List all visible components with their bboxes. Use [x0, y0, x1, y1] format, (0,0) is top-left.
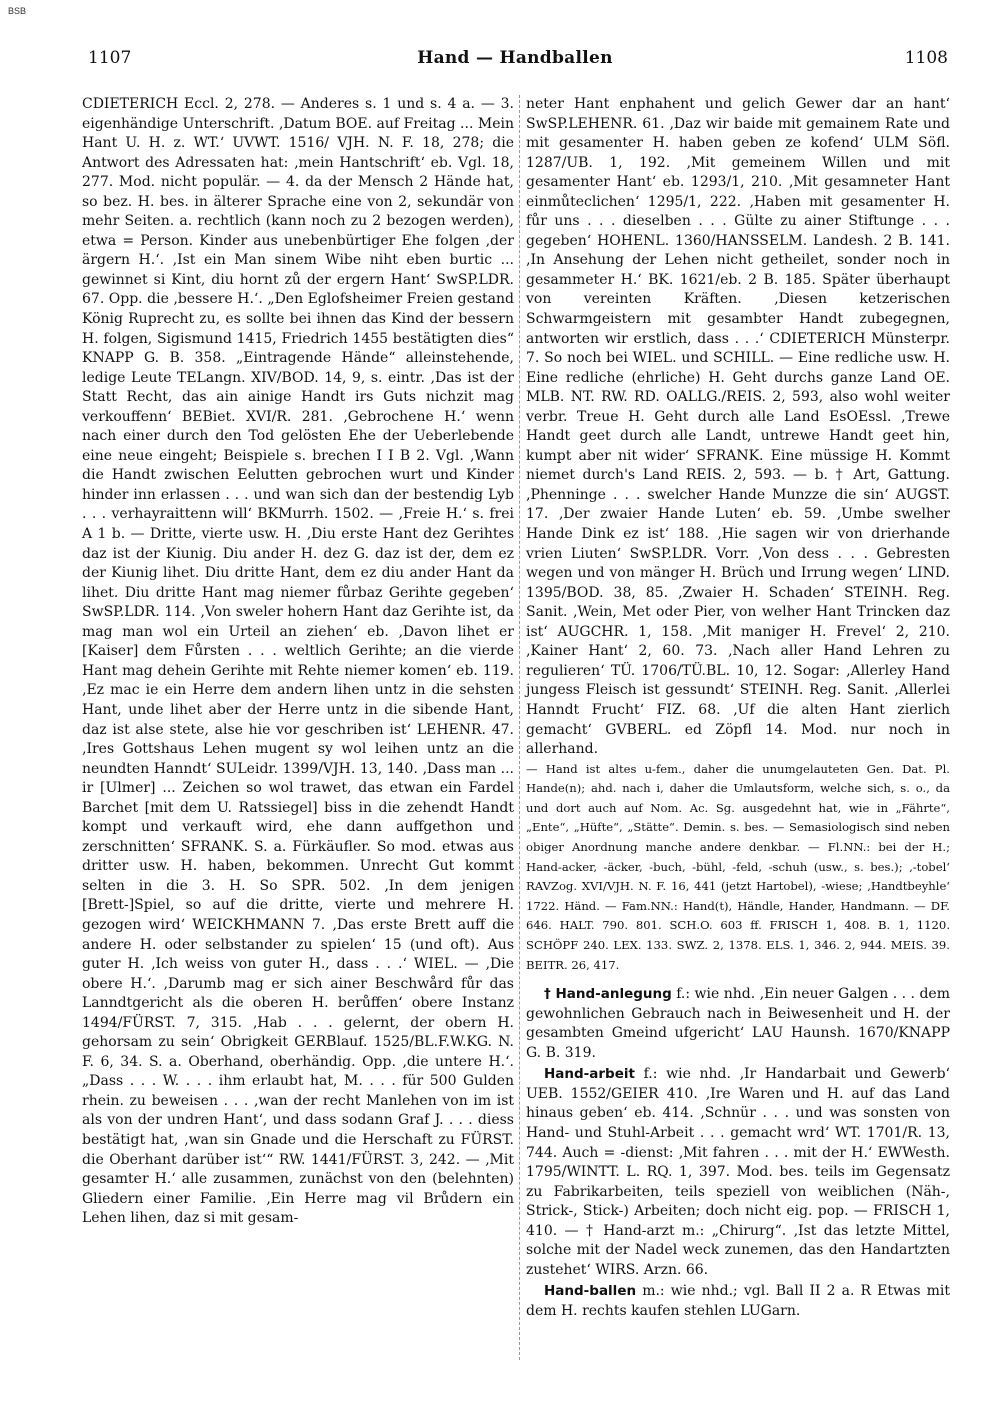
headword: Hand-arbeit: [544, 1066, 635, 1083]
headword: † Hand-anlegung: [544, 986, 672, 1003]
left-column: [82, 95, 514, 1229]
page-title: Hand — Handballen: [417, 48, 613, 68]
right-column: [526, 95, 950, 1321]
entry-hand-ballen: [526, 1282, 950, 1321]
headword: Hand-ballen: [544, 1283, 637, 1300]
left-column-text: CDIETERICH Eccl. 2, 278. — Anderes s. 1 und s. 4 a. — 3. eigenhändige Unterschrift. ‚Datum BOE. auf Freitag ... Mein Hant U. H. z. WT.‘ UVWT. 1516/ VJH. N. F. 18, 278; die Antwort des Adressaten hat: ‚mein Hantschrift‘ eb. Vgl. 18, 277. Mod. nicht populär. — 4. da der Mensch 2 Hände hat, so bez. H. bes. in älterer Sprache eine von 2, sekundär von mehr Seiten. a. rechtlich (kann noch zu 2 bezogen werden), etwa = Person. Kinder aus unebenbürtiger Ehe folgen ‚der ärgern H.‘. ‚Ist ein Man sinem Wibe niht eben burtic ... gewinnet si Kint, diu hornt zů der ergern Hant‘ SwSP.LDR. 67. Opp. die ‚bessere H.‘. „Den Eglofsheimer Freien gestand König Ruprecht zu, es sollte bei ihnen das Kind der bessern H. folgen, Sigismund 1415, Friedrich 1455 bestätigten dies“ KNAPP G. B. 358. „Eintragende Hände“ alleinstehende, ledige Leute TELangn. XIV/BOD. 14, 9, s. eintr. ‚Das ist der Statt Recht, das ain ainige Handt irs Guts nichzit mag verkouffenn‘ BEBiet. XVI/R. 281. ‚Gebrochene H.‘ wenn nach einer durch den Tod gelösten Ehe der Ueberlebende eine neue eingeht; Beispiele s. brechen I I B 2. Vgl. ‚Wann die Handt zwischen Eelutten gebrochen wurt und Kinder hinder inn erlassen . . . und wan sich dan der bestendig Lyb . . . verhayraittenn will‘ BKMurrh. 1502. — ‚Freie H.‘ s. frei A 1 b. — Dritte, vierte usw. H. ‚Diu erste Hant dez Gerihtes daz ist der Kiunig. Diu ander H. dez G. daz ist der, dem ez der Kiunig lihet. Diu dritte Hant, dem ez diu ander Hant da lihet. Diu dritte Hant mag niemer fůrbaz Gerihte gegeben‘ SwSP.LDR. 114. ‚Von sweler hohern Hant daz Gerihte ist, da mag man wol ein Urteil an ziehen‘ eb. ‚Davon lihet er [Kaiser] dem Fůrsten . . . weltlich Gerihte; an die vierde Hant mag dehein Gerihte mit Rehte niemer komen‘ eb. 119. ‚Ez mac ie ein Herre dem andern lihen untz in die sehsten Hant, unde lihet aber der Herre untz in die sibende Hant, daz ist alse stete, alse hie vor geschriben ist‘ LEHENR. 47. ‚Ires Gottshaus Lehen mugent sy wol leihen untz an die neundten Hanndt‘ SULeidr. 1399/VJH. 13, 140. ‚Dass man ... ir [Ulmer] ... Zeichen so wol trawet, das etwan ein Fardel Barchet [mit dem U. Ratssiegel] biss in die zehendt Handt kompt und verkauft wird, ehe dann auffgethon und zerschnitten‘ SFRANK. S. a. Fürkäufler. So mod. etwas aus dritter usw. H. haben, bekommen. Unrecht Gut kommt selten in die 3. H. So SPR. 502. ‚In dem jenigen [Brett-]Spiel, so auf die dritte, vierte und mehrere H. gezogen wird‘ WEICKHMANN 7. ‚Das erste Brett auff die andere H. oder selbstander zu spielen‘ 15 (und oft). Aus guter H. ‚Ich weiss von guter H., dass . . .‘ WIEL. — ‚Die obere H.‘. ‚Darumb mag er sich ainer Beschwård fůr das Lanndtgericht als die oberen H. berůffen‘ obere Instanz 1494/FÜRST. 7, 315. ‚Hab . . . gelernt, der obern H. gehorsam zu sein‘ Obrigkeit GERBlauf. 1525/BL.F.W.KG. N. F. 6, 34. S. a. Oberhand, oberhändig. Opp. ‚die untere H.‘. „Dass . . . W. . . . ihm erlaubt hat, M. . . . für 500 Gulden rhein. zu beweisen . . . ‚wan der recht Manlehen von im ist als von der undren Hant‘, und dass sodann Graf J. . . . diess bestätigt hat, ‚wan sin Gnade und die Herschaft zu FÜRST. die Oberhant darüber ist‘“ RW. 1441/FÜRST. 3, 242. — ‚Mit gesamter H.‘ alle zusammen, zunächst von den (belehnten) Gliedern einer Familie. ‚Ein Herre mag vil Brůdern ein Lehen lihen, daz si mit gesam-: [82, 96, 514, 1227]
entry-hand-arbeit: [526, 1065, 950, 1280]
right-column-text: neter Hant enphahent und gelich Gewer dar an hant‘ SwSP.LEHENR. 61. ‚Daz wir baide mit gemainem Rate und mit gesamenter H. haben geben ze kofend‘ ULM Söfl. 1287/UB. 1, 192. ‚Mit gemeinem Willen und mit gesamenter Hant‘ eb. 1293/1, 210. ‚Mit gesamneter Hant einmůteclichen‘ 1295/1, 222. ‚Haben mit gesamenter H. fůr uns . . . dieselben . . . Gülte zu ainer Stiftunge . . . gegeben‘ HOHENL. 1360/HANSSELM. Landesh. 2 B. 141. ‚In Ansehung der Lehen nicht getheilet, sonder noch in gesammeter H.‘ BK. 1621/eb. 2 B. 185. Später überhaupt von vereinten Kräften. ‚Diesen ketzerischen Schwarmgeistern mit gesambter Handt zubegegnen, antworten wir erstlich, dass . . .‘ CDIETERICH Münsterpr. 7. So noch bei WIEL. und SCHILL. — Eine redliche usw. H. Eine redliche (ehrliche) H. Geht durchs ganze Land OE. MLB. NT. RW. RD. OALLG./REIS. 2, 593, also wohl weiter verbr. Treue H. Geht durch alle Land EsOEssl. ‚Trewe Handt geet durch alle Landt, untrewe Handt geet hin, kumpt aber nit wider‘ SFRANK. Eine müssige H. Kommt niemet durch's Land REIS. 2, 593. — b. † Art, Gattung. ‚Phenninge . . . swelcher Hande Munzze die sin‘ AUGST. 17. ‚Der zwaier Hande Luten‘ eb. 59. ‚Umbe swelher Hande Dink ez ist‘ 188. ‚Hie sagen wir von drierhande vrien Liuten‘ SwSP.LDR. Vorr. ‚Von dess . . . Gebresten wegen und von mänger H. Brüch und Irrung wegen‘ LIND. 1395/BOD. 38, 85. ‚Zwaier H. Schaden‘ STEINH. Reg. Sanit. ‚Wein, Met oder Pier, von welher Hant Trincken daz ist‘ AUGCHR. 1, 158. ‚Mit maniger H. Frevel‘ 2, 210. ‚Kainer Hant‘ 2, 60. 73. ‚Nach aller Hand Lehren zu regulieren‘ TÜ. 1706/TÜ.BL. 10, 12. Sogar: ‚Allerley Hand jungess Fleisch ist gessundt‘ STEINH. Reg. Sanit. ‚Allerlei Hanndt Frucht‘ FIZ. 68. ‚Uf die alten Hant zierlich gemacht‘ GVBERL. ed Zöpfl 14. Mod. nur noch in allerhand.: [526, 96, 950, 758]
entry-hand-anlegung: [526, 985, 950, 1063]
entry-text: f.: wie nhd. ‚Ir Handarbait und Gewerb‘ UEB. 1552/GEIER 410. ‚Ire Waren und H. auf das Land hinaus geben‘ eb. 414. ‚Schnür . . . und was sonsten von Hand- und Stuhl-Arbeit . . . gemacht wrd‘ WT. 1701/R. 13, 744. Auch = -dienst: ‚Mit fahren . . . mit der H.‘ EWWesth. 1795/WINTT. L. RQ. 1, 397. Mod. bes. teils im Gegensatz zu Fabrikarbeiten, teils speziell von weiblichen (Näh-, Strick-, Stick-) Arbeiten; doch nicht eig. pop. — FRISCH 1, 410. — † Hand-arzt m.: „Chirurg“. ‚Ist das letzte Mittel, solche mit der Nadel weck zunemen, das den Handartzten zustehet‘ WIRS. Arzn. 66.: [526, 1066, 950, 1278]
entry-text: m.: wie nhd.; vgl. Ball II 2 a. R Etwas mit dem H. rechts kaufen stehlen LUGarn.: [526, 1283, 950, 1319]
library-stamp: BSB: [8, 6, 27, 16]
column-divider: [519, 95, 520, 1360]
etymology-note: — Hand ist altes u-fem., daher die unumgelauteten Gen. Dat. Pl. Hande(n); ahd. nach i, daher die Umlautsform, welche sich, s. o., da und dort auch auf Nom. Ac. Sg. ausgedehnt hat, wie in „Fährte“, „Ente“, „Hüfte“, „Stätte“. Demin. s. bes. — Semasiologisch sind neben obiger Anordnung manche andere denkbar. — Fl.NN.: bei der H.; Hand-acker, -äcker, -buch, -bühl, -feld, -schuh (usw., s. bes.); ‚-tobel‘ RAVZog. XVI/VJH. N. F. 16, 441 (jetzt Hartobel), -wiese; ‚Handtbeyhle‘ 1722. Händ. — Fam.NN.: Hand(t), Händle, Hander, Handmann. — DF. 646. HALT. 790. 801. SCH.O. 603 ff. FRISCH 1, 408. B. 1, 1120. SCHÖPF 240. LEX. 133. SWZ. 2, 1378. ELS. 1, 346. 2, 944. MEIS. 39. BEITR. 26, 417.: [526, 761, 950, 972]
page-number-left: 1107: [88, 48, 132, 68]
page-header: [80, 48, 950, 72]
entry-text: f.: wie nhd. ‚Ein neuer Galgen . . . dem gewohnlichen Gebrauch nach in Beiwesenheit und H. der gesambten Gmeind ufgericht‘ LAU Haunsh. 1670/KNAPP G. B. 319.: [526, 986, 950, 1061]
page-number-right: 1108: [904, 48, 948, 68]
